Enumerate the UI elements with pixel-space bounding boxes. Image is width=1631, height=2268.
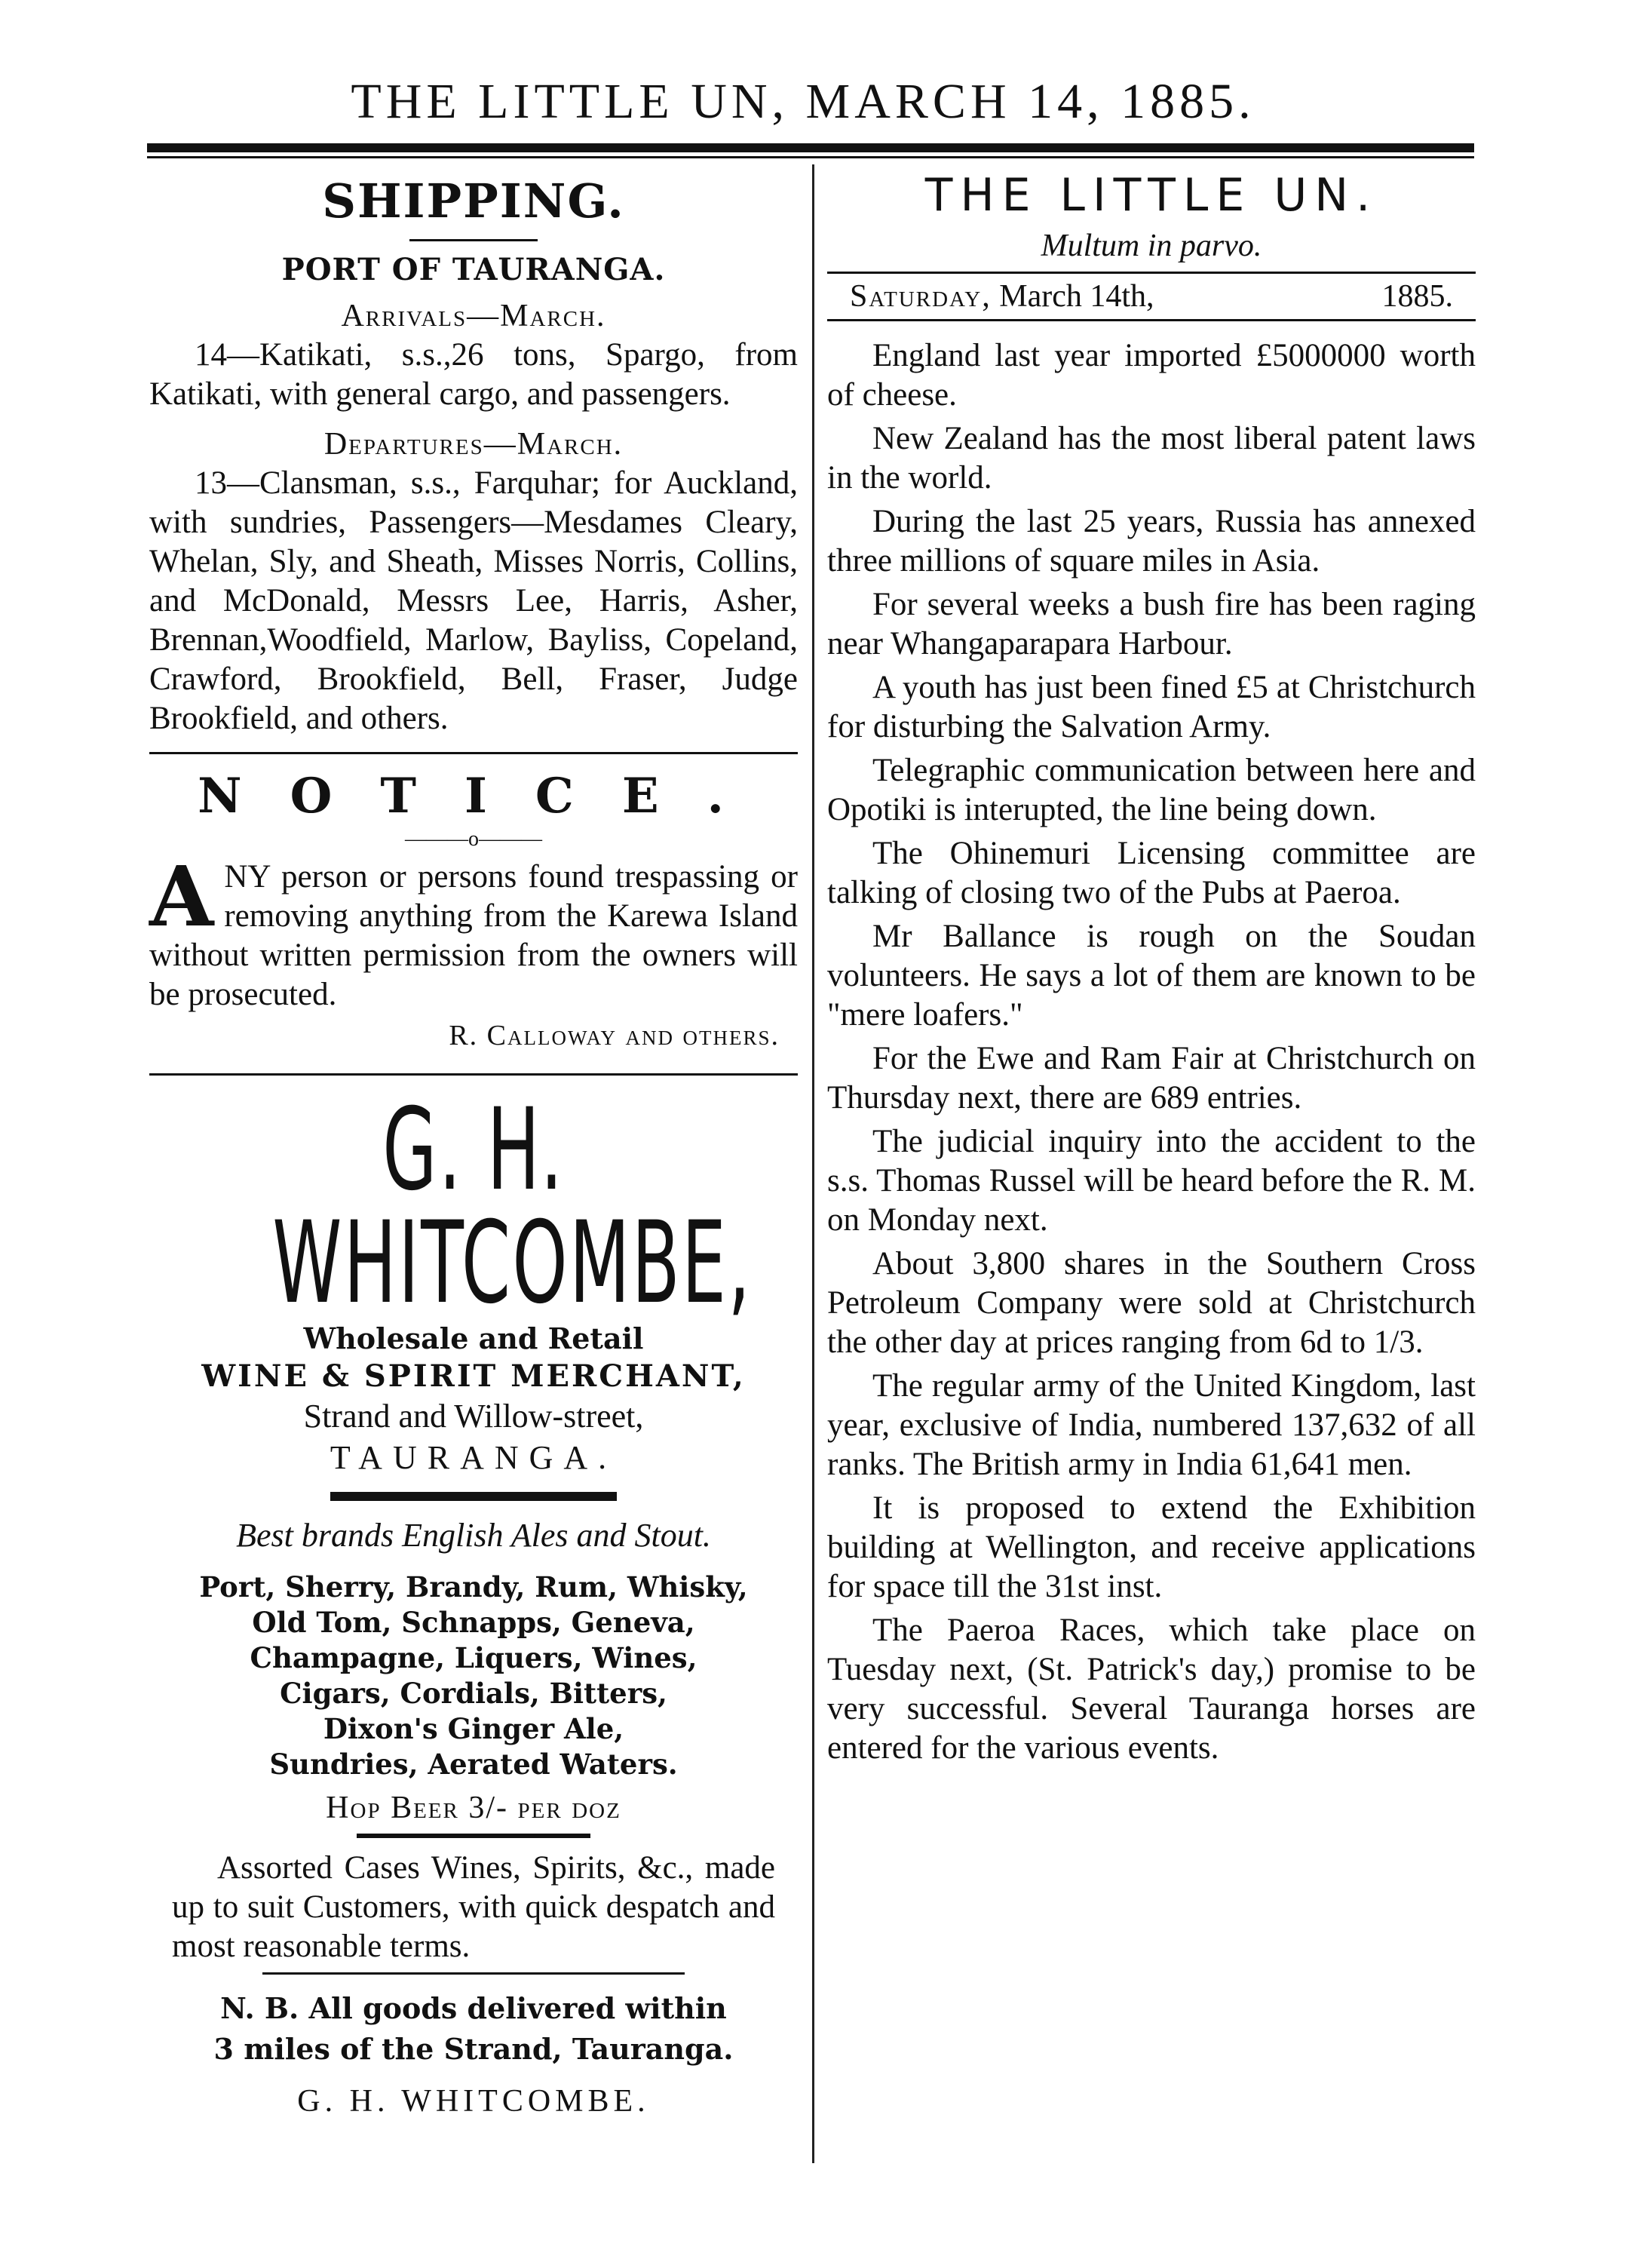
news-item: During the last 25 years, Russia has annexed three millions of square miles in Asia.: [827, 504, 1476, 579]
notice-divider: ———o———: [405, 827, 542, 851]
paper-title: THE LITTLE UN.: [924, 169, 1378, 222]
news-item: A youth has just been fined £5 at Christchurch for disturbing the Salvation Army.: [827, 670, 1476, 744]
news-item: For the Ewe and Ram Fair at Christchurch on Thursday next, there are 689 entries.: [827, 1041, 1476, 1116]
masthead: THE LITTLE UN, MARCH 14, 1885.: [351, 74, 1255, 129]
notice-heading: NOTICE.: [198, 768, 772, 824]
ad-black-bar: [330, 1492, 617, 1501]
ad-top-rule: [149, 1073, 798, 1076]
ad-address: Strand and Willow-street,: [303, 1398, 644, 1435]
goods-line: Port, Sherry, Brandy, Rum, Whisky,: [199, 1570, 748, 1604]
goods-line: Champagne, Liquers, Wines,: [250, 1641, 697, 1674]
port-heading: PORT OF TAURANGA.: [281, 252, 666, 287]
nb-line-1: N. B. All goods delivered within: [220, 1991, 727, 2025]
departures-text: 13—Clansman, s.s., Farquhar; for Auckland, with sundries, Passengers—Mesdames Cleary, Whelan, Sly, and Sheath, Misses Norris, Collins, and McDonald, Messrs Lee, Harris, Asher, Brennan,Woodfield, Marlow, Bayliss, Copeland, Crawford, Brookfield, Bell, Fraser, Judge Brookfield, and others.: [149, 465, 798, 736]
ad-thin-bar: [357, 1834, 590, 1838]
news-item: The regular army of the United Kingdom, last year, exclusive of India, numbered 137,632 of all ranks. The British army in India 61,641 men.: [827, 1368, 1476, 1482]
dateline: [827, 272, 1476, 321]
hop-beer-line: Hop Beer 3/- per doz: [326, 1791, 621, 1825]
notice-signature: R. Calloway and others.: [449, 1020, 780, 1051]
departures-heading: Departures—March.: [323, 427, 624, 462]
news-item: About 3,800 shares in the Southern Cross Petroleum Company were sold at Christchurch the other day at prices ranging from 6d to 1/3.: [827, 1246, 1476, 1360]
notice-dropcap: A: [149, 848, 214, 945]
assorted-cases-text: Assorted Cases Wines, Spirits, &c., made up to suit Customers, with quick despatch and most reasonable terms.: [172, 1850, 775, 1964]
left-column: [149, 166, 798, 2119]
notice-top-rule: [149, 752, 798, 754]
shipping-heading: SHIPPING.: [322, 173, 625, 229]
news-item: It is proposed to extend the Exhibition building at Wellington, and receive applications for space till the 31st inst.: [827, 1490, 1476, 1604]
arrivals-text: 14—Katikati, s.s.,26 tons, Spargo, from Katikati, with general cargo, and passengers.: [149, 337, 798, 412]
paper-motto: Multum in parvo.: [1041, 229, 1262, 263]
news-item: The judicial inquiry into the accident to the s.s. Thomas Russel will be heard before the R. M. on Monday next.: [827, 1124, 1476, 1238]
goods-line: Cigars, Cordials, Bitters,: [280, 1677, 667, 1710]
goods-line: Dixon's Ginger Ale,: [323, 1712, 624, 1745]
news-item: The Ohinemuri Licensing committee are talking of closing two of the Pubs at Paeroa.: [827, 836, 1476, 910]
news-item: Telegraphic communication between here and Opotiki is interupted, the line being down.: [827, 753, 1476, 827]
masthead-rule-thick: [147, 143, 1474, 152]
masthead-rule-thin: [147, 156, 1474, 158]
notice-body: [149, 848, 798, 1014]
shipping-rule: [409, 239, 538, 241]
ad-short-rule: [262, 1972, 685, 1975]
news-item: Mr Ballance is rough on the Soudan volunteers. He says a lot of them are known to be "mere loafers.": [827, 919, 1476, 1033]
nb-line-2: 3 miles of the Strand, Tauranga.: [213, 2032, 734, 2066]
dateline-day-month: Saturday, March 14th,: [850, 279, 1154, 314]
dateline-year: 1885.: [1381, 279, 1453, 314]
column-divider: [812, 164, 814, 2163]
ad-town: TAURANGA.: [330, 1439, 618, 1476]
arrivals-heading: Arrivals—March.: [341, 299, 606, 333]
news-item: The Paeroa Races, which take place on Tuesday next, (St. Patrick's day,) promise to be very successful. Several Tauranga horses are entered for the various events.: [827, 1613, 1476, 1766]
ad-signature: G. H. WHITCOMBE.: [297, 2084, 650, 2119]
ad-wholesale-line: Wholesale and Retail: [303, 1321, 644, 1355]
notice-text: NY person or persons found trespassing or removing anything from the Karewa Island without written permission from the owners will be prosecuted.: [149, 859, 798, 1012]
advertiser-name: G. H. WHITCOMBE,: [272, 1085, 753, 1329]
right-column: [827, 166, 1476, 1772]
ad-merchant-line: WINE & SPIRIT MERCHANT,: [201, 1358, 746, 1394]
news-items: [827, 336, 1476, 1768]
news-item: For several weeks a bush fire has been raging near Whangaparapara Harbour.: [827, 587, 1476, 661]
ad-goods-list: [149, 1570, 798, 1782]
goods-line: Old Tom, Schnapps, Geneva,: [252, 1606, 695, 1639]
ad-brands-line: Best brands English Ales and Stout.: [236, 1517, 711, 1554]
news-item: England last year imported £5000000 worth of cheese.: [827, 338, 1476, 413]
goods-line: Sundries, Aerated Waters.: [269, 1748, 678, 1781]
news-item: New Zealand has the most liberal patent laws in the world.: [827, 421, 1476, 496]
